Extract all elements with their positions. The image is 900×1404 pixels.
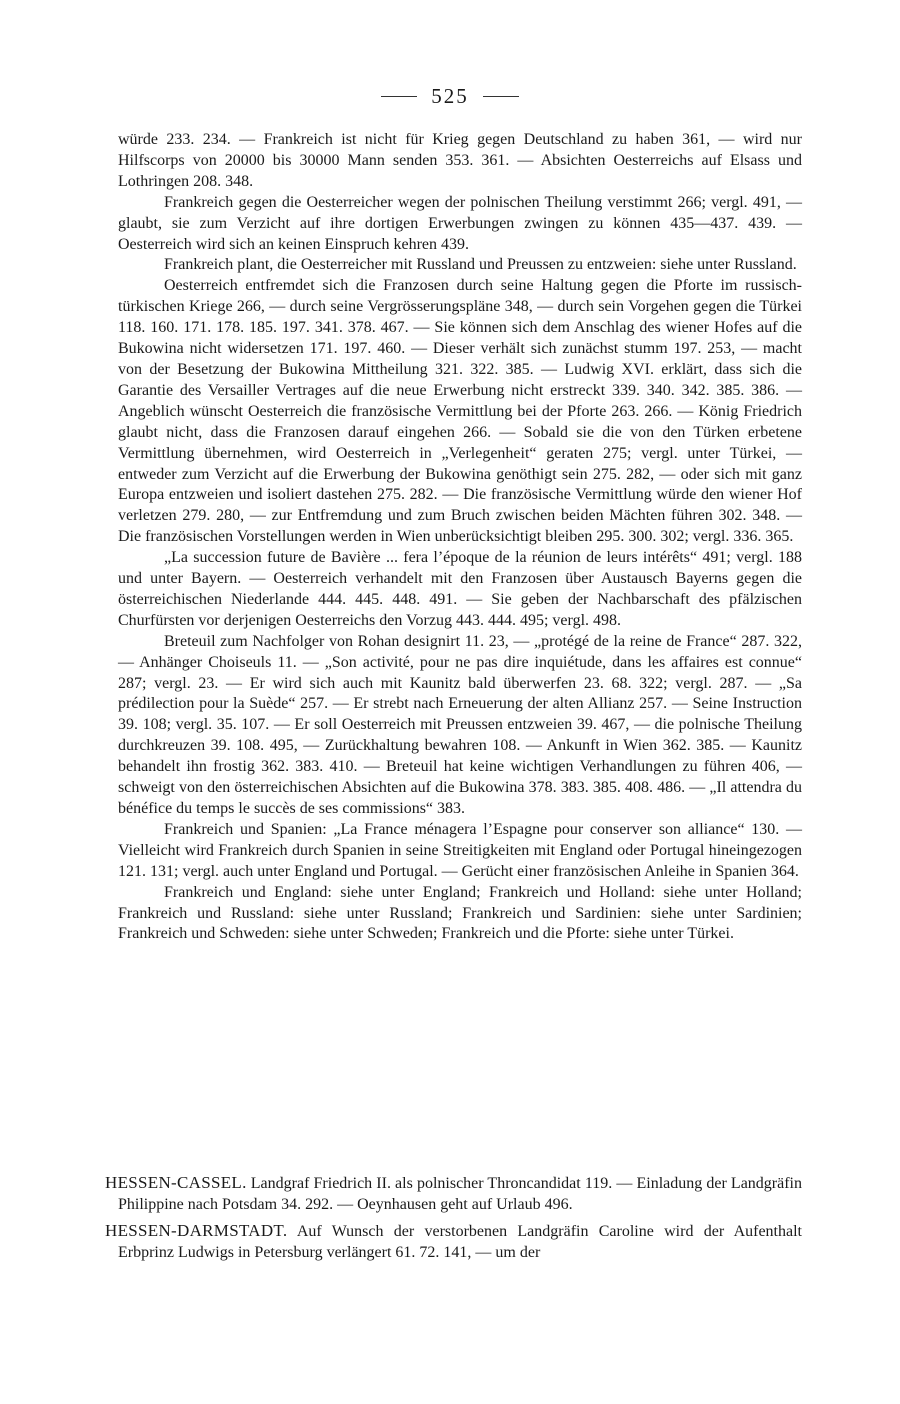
- entry-text: Auf Wunsch der verstorbenen Landgräfin Caroline wird der Aufenthalt Erbprinz Ludwigs in Petersburg verlängert 61. 72. 141, — um der: [118, 1223, 802, 1261]
- paragraph: würde 233. 234. — Frankreich ist nicht für Krieg gegen Deutschland zu haben 361, — wird nur Hilfscorps von 20000 bis 30000 Mann senden 353. 361. — Absichten Oesterreichs auf Elsass und Lothringen 208. 348.: [118, 131, 802, 190]
- index-continuation: [118, 130, 802, 945]
- header-rule-right: [483, 96, 519, 97]
- page-number: 525: [431, 84, 469, 108]
- page-header: [0, 84, 900, 109]
- index-entry-hessen-darmstadt: [105, 1220, 802, 1263]
- entry-heading: HESSEN-DARMSTADT.: [105, 1221, 288, 1240]
- entry-text: Landgraf Friedrich II. als polnischer Throncandidat 119. — Einladung der Landgräfin Philippine nach Potsdam 34. 292. — Oeynhausen geht auf Urlaub 496.: [118, 1175, 803, 1213]
- entry-heading: HESSEN-CASSEL.: [105, 1173, 247, 1192]
- paragraph: Frankreich gegen die Oesterreicher wegen der polnischen Theilung verstimmt 266; vergl. 491, — glaubt, sie zum Verzicht auf ihre dortigen Erwerbungen zwingen zu können 435—437. 439. — Oesterreich wird sich an keinen Einspruch kehren 439.: [118, 193, 802, 253]
- paragraph: Frankreich plant, die Oesterreicher mit Russland und Preussen zu entzweien: siehe unter Russland.: [164, 256, 797, 274]
- paragraph: Frankreich und Spanien: „La France ménagera l’Espagne pour conserver son alliance“ 130. — Vielleicht wird Frankreich durch Spanien in seine Streitigkeiten mit England oder Portugal hineingezogen 121. 131; vergl. auch unter England und Portugal. — Gerücht einer französischen Anleihe in Spanien 364.: [118, 820, 802, 880]
- header-rule-left: [381, 96, 417, 97]
- paragraph: Frankreich und England: siehe unter England; Frankreich und Holland: siehe unter Holland; Frankreich und Russland: siehe unter Russland; Frankreich und Sardinien: siehe unter Sardinien; Frankreich und Schweden: siehe unter Schweden; Frankreich und die Pforte: siehe unter Türkei.: [118, 883, 802, 943]
- paragraph: Oesterreich entfremdet sich die Franzosen durch seine Haltung gegen die Pforte im russisch-türkischen Kriege 266, — durch seine Vergrösserungspläne 348, — durch sein Vorgehen gegen die Türkei 118. 160. 171. 178. 185. 197. 341. 378. 467. — Sie können sich dem Anschlag des wiener Hofes auf die Bukowina nicht widersetzen 171. 197. 460. — Dieser verhält sich zunächst stumm 197. 253, — macht von der Besetzung der Bukowina Mittheilung 321. 322. 385. — Ludwig XVI. erklärt, dass sich die Garantie des Versailler Vertrages auf die neue Erwerbung nicht erstreckt 339. 340. 342. 385. 386. — Angeblich wünscht Oesterreich die französische Vermittlung bei der Pforte 263. 266. — König Friedrich glaubt nicht, dass die Franzosen darauf eingehen 266. — Sobald sie die von den Türken erbetene Vermittlung übernehmen, wird Oesterreich in „Verlegenheit“ geraten 275; vergl. unter Türkei, — entweder zum Verzicht auf die Erwerbung der Bukowina genöthigt sein 275. 282, — oder sich mit ganz Europa entzweien und isoliert dastehen 275. 282. — Die französische Vermittlung würde den wiener Hof verletzen 279. 280, — zur Entfremdung und zum Bruch zwischen beiden Mächten führen 302. 348. — Die französischen Vorstellungen werden in Wien unberücksichtigt bleiben 295. 300. 302; vergl. 336. 365.: [118, 277, 802, 546]
- index-entry-hessen-cassel: [105, 1172, 802, 1215]
- index-entries: [105, 1172, 802, 1268]
- paragraph: Breteuil zum Nachfolger von Rohan designirt 11. 23, — „protégé de la reine de France“ 287. 322, — Anhänger Choiseuls 11. — „Son activité, pour ne pas dire inquiétude, dans les affaires est connue“ 287; vergl. 23. — Er wird sich auch mit Kaunitz bald überwerfen 23. 68. 322; vergl. 287. — „Sa prédilection pour la Suède“ 257. — Er strebt nach Erneuerung der alten Allianz 257. — Seine Instruction 39. 108; vergl. 35. 107. — Er soll Oesterreich mit Preussen entzweien 39. 467, — die polnische Theilung durchkreuzen 39. 108. 495, — Zurückhaltung bewahren 108. — Ankunft in Wien 362. 385. — Kaunitz behandelt ihn frostig 362. 383. 410. — Breteuil hat keine wichtigen Verhandlungen zu führen 406, — schweigt von den österreichischen Absichten auf die Bukowina 378. 383. 385. 408. 486. — „Il attendra du bénéfice du temps le succès de ses commissions“ 383.: [118, 632, 802, 817]
- paragraph: „La succession future de Bavière ... fera l’époque de la réunion de leurs intérêts“ 491; vergl. 188 und unter Bayern. — Oesterreich verhandelt mit den Franzosen über Austausch Bayerns gegen die österreichischen Niederlande 444. 445. 448. 491. — Sie geben der Nachbarschaft des pfälzischen Churfürsten vor derjenigen Oesterreichs den Vorzug 443. 444. 495; vergl. 498.: [118, 549, 802, 629]
